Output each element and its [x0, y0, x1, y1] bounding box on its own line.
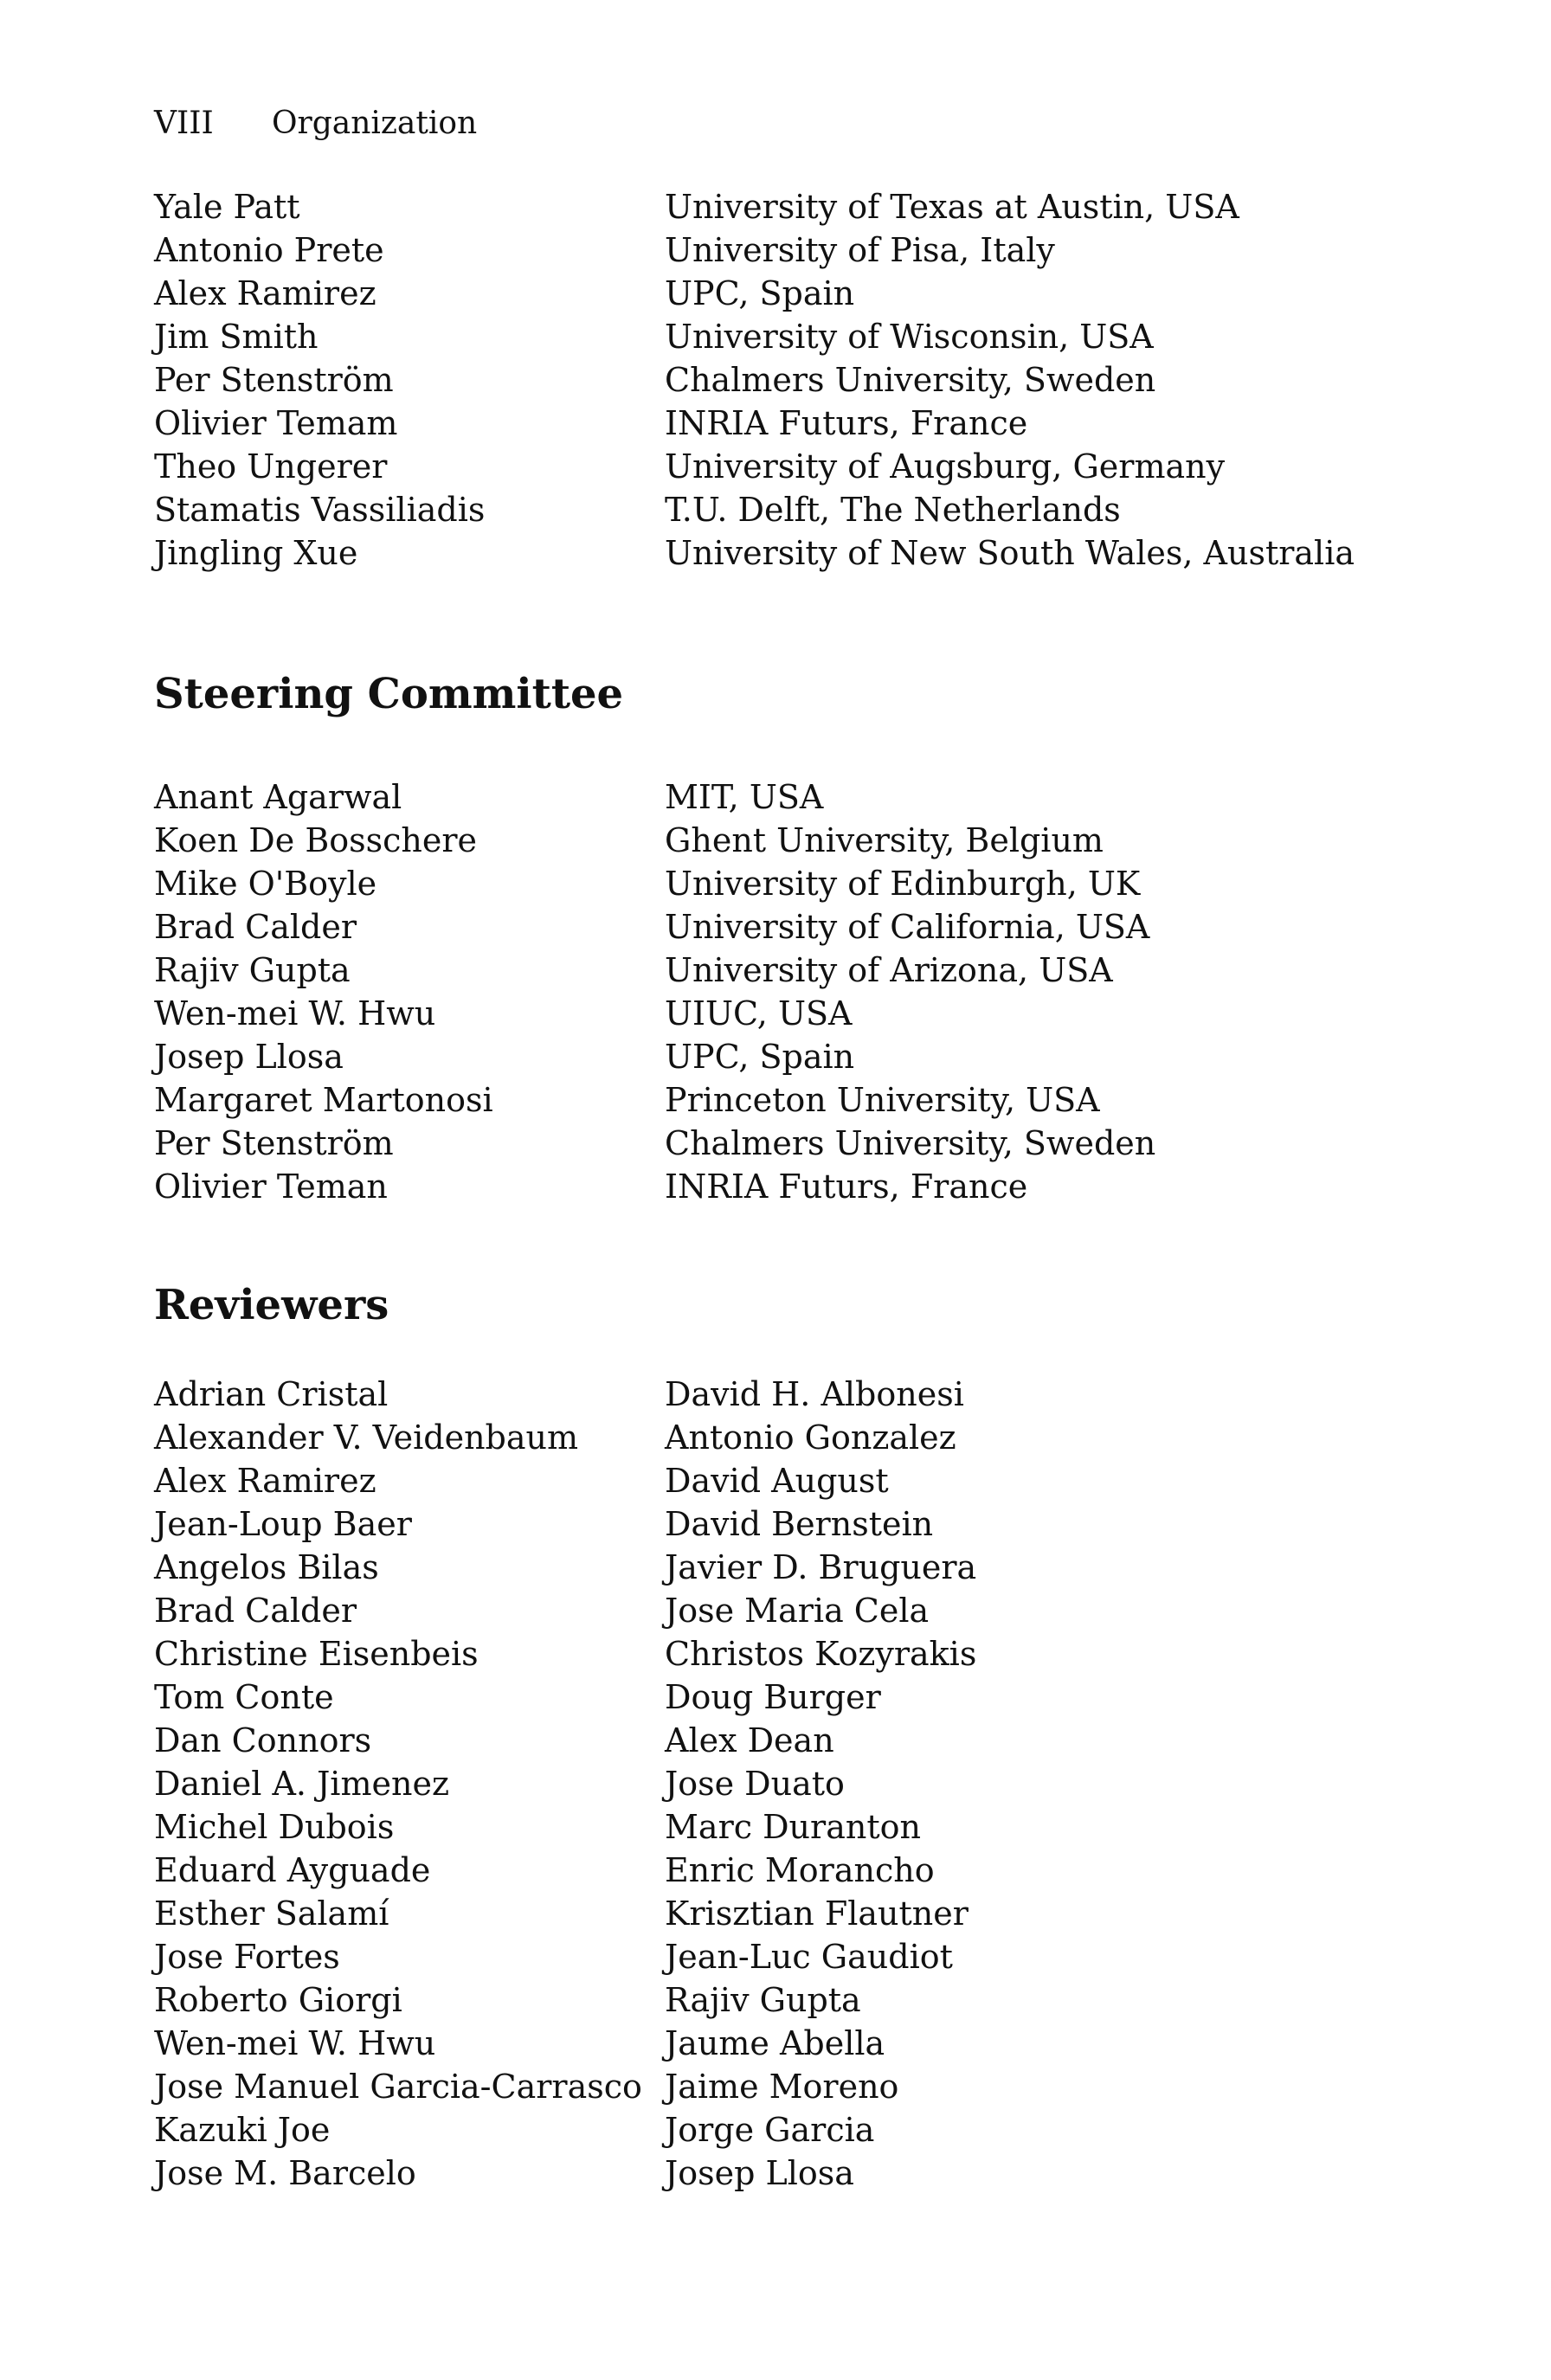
reviewer-name: David Bernstein: [665, 1505, 934, 1543]
reviewer-row: [154, 2065, 1409, 2108]
member-name: Yale Patt: [154, 188, 300, 226]
committee-row: [154, 775, 1409, 819]
member-affiliation: Chalmers University, Sweden: [665, 1124, 1156, 1162]
member-affiliation: UPC, Spain: [665, 274, 855, 312]
reviewer-name: Alexander V. Veidenbaum: [154, 1418, 579, 1457]
member-name: Jingling Xue: [154, 534, 358, 572]
committee-row: [154, 819, 1409, 862]
reviewer-name: Josep Llosa: [665, 2154, 854, 2192]
reviewer-row: [154, 2152, 1409, 2195]
running-title: Organization: [272, 106, 478, 141]
member-name: Alex Ramirez: [154, 274, 376, 312]
reviewer-name: Krisztian Flautner: [665, 1894, 969, 1933]
page-number: VIII: [154, 106, 214, 141]
reviewer-name: Antonio Gonzalez: [665, 1418, 956, 1457]
reviewer-name: David August: [665, 1462, 889, 1500]
committee-row: [154, 949, 1409, 992]
member-name: Antonio Prete: [154, 231, 384, 269]
reviewer-name: Javier D. Bruguera: [665, 1548, 977, 1586]
reviewers-heading: Reviewers: [154, 1281, 389, 1329]
member-affiliation: Ghent University, Belgium: [665, 821, 1104, 859]
steering-committee-rows: [154, 775, 1409, 1208]
reviewer-name: Christine Eisenbeis: [154, 1635, 479, 1673]
reviewer-name: Jaime Moreno: [665, 2068, 899, 2106]
reviewer-name: Jose Maria Cela: [665, 1592, 930, 1630]
member-row: [154, 185, 1409, 228]
reviewer-name: Marc Duranton: [665, 1808, 921, 1846]
reviewer-row: [154, 1502, 1409, 1546]
committee-row: [154, 1078, 1409, 1122]
reviewer-row: [154, 1632, 1409, 1676]
reviewer-row: [154, 2022, 1409, 2065]
reviewer-name: Jaume Abella: [665, 2024, 885, 2062]
reviewer-name: Jose Fortes: [154, 1938, 340, 1976]
reviewer-name: Jean-Luc Gaudiot: [665, 1938, 953, 1976]
reviewer-name: Dan Connors: [154, 1721, 372, 1759]
reviewer-row: [154, 1416, 1409, 1459]
committee-row: [154, 1122, 1409, 1165]
reviewer-name: Esther Salamí: [154, 1894, 389, 1933]
reviewer-row: [154, 1935, 1409, 1978]
reviewer-name: Rajiv Gupta: [665, 1981, 861, 2019]
member-affiliation: University of New South Wales, Australia: [665, 534, 1355, 572]
committee-row: [154, 862, 1409, 905]
committee-row: [154, 1035, 1409, 1078]
member-row: [154, 315, 1409, 358]
member-affiliation: University of Arizona, USA: [665, 951, 1113, 989]
member-row: [154, 272, 1409, 315]
reviewer-name: Daniel A. Jimenez: [154, 1765, 449, 1803]
member-affiliation: Princeton University, USA: [665, 1081, 1100, 1119]
member-row: [154, 358, 1409, 402]
member-name: Anant Agarwal: [154, 778, 402, 816]
reviewer-name: Doug Burger: [665, 1678, 881, 1716]
reviewer-name: Brad Calder: [154, 1592, 357, 1630]
member-name: Brad Calder: [154, 908, 357, 946]
member-affiliation: UIUC, USA: [665, 994, 853, 1032]
member-affiliation: University of California, USA: [665, 908, 1150, 946]
reviewer-name: Angelos Bilas: [154, 1548, 379, 1586]
reviewer-name: David H. Albonesi: [665, 1375, 964, 1413]
reviewer-row: [154, 1762, 1409, 1805]
member-name: Stamatis Vassiliadis: [154, 491, 486, 529]
reviewer-name: Jose M. Barcelo: [154, 2154, 416, 2192]
reviewers-section: [154, 1279, 1409, 2195]
member-affiliation: University of Edinburgh, UK: [665, 865, 1141, 903]
member-affiliation: UPC, Spain: [665, 1038, 855, 1076]
reviewer-row: [154, 1589, 1409, 1632]
member-rows: [154, 185, 1409, 575]
member-affiliation: University of Augsburg, Germany: [665, 447, 1226, 486]
committee-row: [154, 1165, 1409, 1208]
reviewer-name: Jose Manuel Garcia-Carrasco: [154, 2068, 642, 2106]
member-name: Per Stenström: [154, 1124, 394, 1162]
reviewer-name: Jean-Loup Baer: [154, 1505, 412, 1543]
reviewer-name: Michel Dubois: [154, 1808, 395, 1846]
reviewer-row: [154, 1849, 1409, 1892]
reviewer-row: [154, 1805, 1409, 1849]
reviewer-row: [154, 1373, 1409, 1416]
reviewer-row: [154, 1546, 1409, 1589]
reviewer-name: Enric Morancho: [665, 1851, 935, 1889]
reviewer-name: Adrian Cristal: [154, 1375, 389, 1413]
reviewer-row: [154, 1676, 1409, 1719]
member-affiliation: INRIA Futurs, France: [665, 1167, 1028, 1206]
member-name: Margaret Martonosi: [154, 1081, 493, 1119]
reviewer-name: Jose Duato: [665, 1765, 845, 1803]
reviewer-name: Roberto Giorgi: [154, 1981, 402, 2019]
reviewer-name: Kazuki Joe: [154, 2111, 331, 2149]
member-name: Olivier Temam: [154, 404, 398, 442]
member-name: Wen-mei W. Hwu: [154, 994, 436, 1032]
committee-row: [154, 992, 1409, 1035]
reviewer-row: [154, 1459, 1409, 1502]
reviewer-row: [154, 1978, 1409, 2022]
member-name: Per Stenström: [154, 361, 394, 399]
member-name: Theo Ungerer: [154, 447, 388, 486]
reviewer-name: Alex Ramirez: [154, 1462, 376, 1500]
reviewer-name: Christos Kozyrakis: [665, 1635, 977, 1673]
member-affiliation: Chalmers University, Sweden: [665, 361, 1156, 399]
member-affiliation: University of Texas at Austin, USA: [665, 188, 1239, 226]
reviewer-name: Jorge Garcia: [665, 2111, 875, 2149]
reviewer-name: Eduard Ayguade: [154, 1851, 431, 1889]
steering-committee-heading: Steering Committee: [154, 670, 624, 718]
member-name: Rajiv Gupta: [154, 951, 351, 989]
committee-row: [154, 905, 1409, 949]
continued-member-list: [154, 185, 1409, 575]
member-affiliation: University of Wisconsin, USA: [665, 318, 1154, 356]
reviewer-name: Alex Dean: [665, 1721, 834, 1759]
member-name: Koen De Bosschere: [154, 821, 478, 859]
member-affiliation: MIT, USA: [665, 778, 824, 816]
member-row: [154, 402, 1409, 445]
member-name: Olivier Teman: [154, 1167, 388, 1206]
member-row: [154, 531, 1409, 575]
reviewer-name: Wen-mei W. Hwu: [154, 2024, 436, 2062]
steering-committee-section: [154, 668, 1409, 1208]
member-name: Jim Smith: [154, 318, 319, 356]
reviewer-row: [154, 1719, 1409, 1762]
member-name: Mike O'Boyle: [154, 865, 377, 903]
reviewer-name: Tom Conte: [154, 1678, 334, 1716]
reviewers-rows: [154, 1373, 1409, 2195]
reviewer-row: [154, 2108, 1409, 2152]
member-affiliation: University of Pisa, Italy: [665, 231, 1055, 269]
reviewer-row: [154, 1892, 1409, 1935]
member-affiliation: INRIA Futurs, France: [665, 404, 1028, 442]
member-row: [154, 445, 1409, 488]
running-head: [154, 102, 477, 145]
member-row: [154, 228, 1409, 272]
member-affiliation: T.U. Delft, The Netherlands: [665, 491, 1121, 529]
member-name: Josep Llosa: [154, 1038, 344, 1076]
member-row: [154, 488, 1409, 531]
